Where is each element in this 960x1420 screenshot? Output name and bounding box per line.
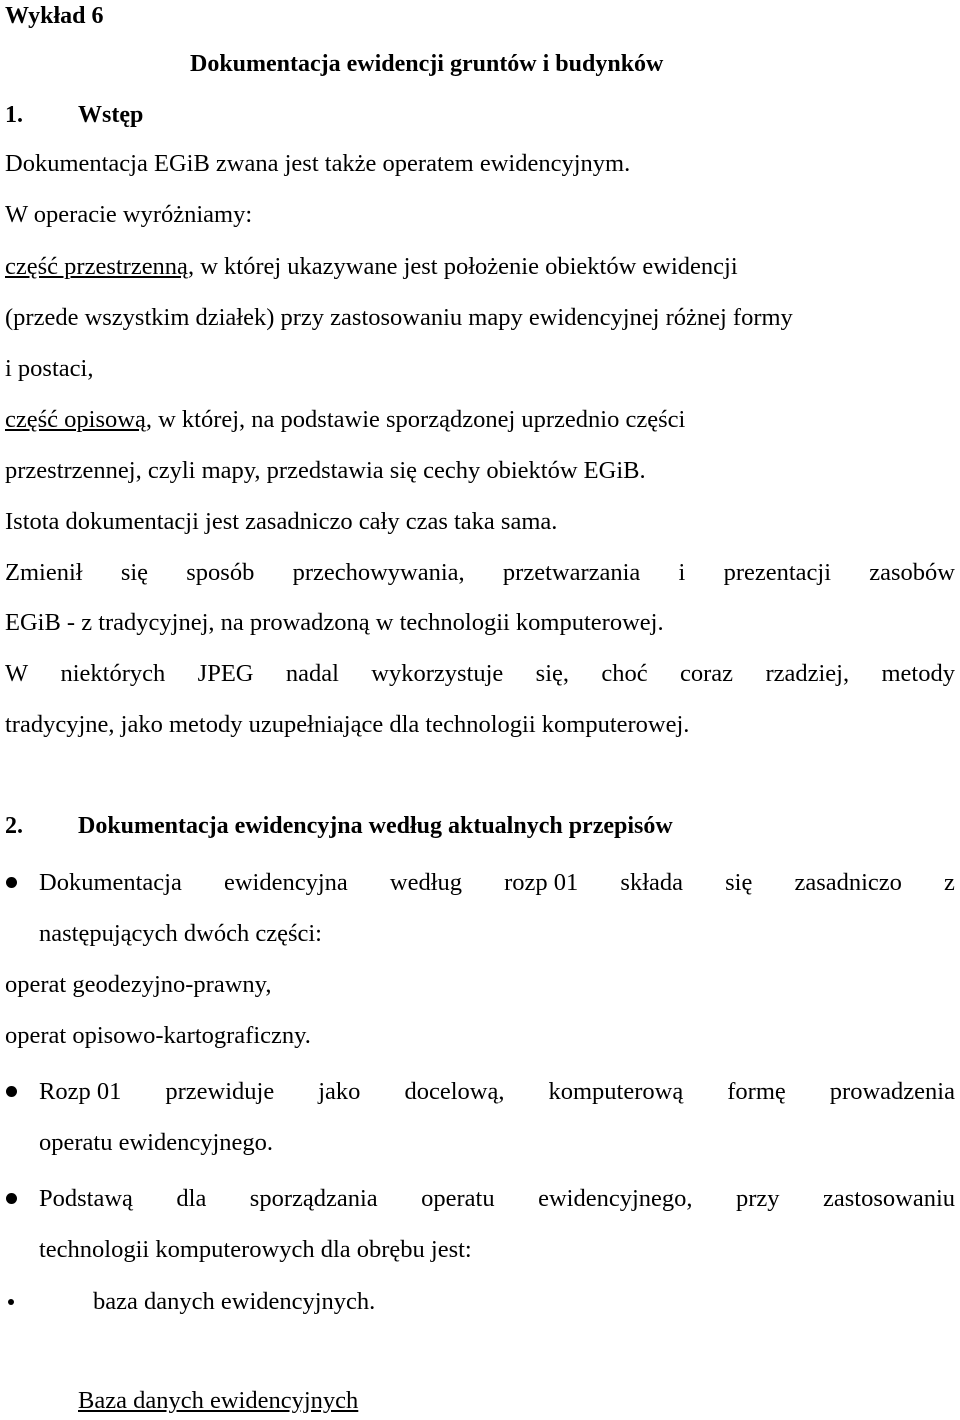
word: JPEG [197, 660, 254, 687]
word: prowadzenia [829, 1078, 955, 1105]
section1-paragraph-4-line-1 [5, 558, 955, 588]
section1-paragraph-3: Istota dokumentacji jest zasadniczo cały czas taka sama. [5, 508, 558, 535]
section1-paragraph-1: Dokumentacja EGiB zwana jest także operatem ewidencyjnym. [5, 150, 631, 177]
word: prezentacji [723, 559, 832, 586]
word: się [120, 559, 149, 586]
word: wykorzystuje [371, 660, 504, 687]
small-bullet-icon [8, 1299, 14, 1305]
bullet-2-line-2: operatu ewidencyjnego. [39, 1129, 274, 1156]
word: coraz [680, 660, 734, 687]
word: sposób [186, 559, 255, 586]
section1-paragraph-5-line-2: tradycyjne, jako metody uzupełniające dla technologii komputerowej. [5, 711, 690, 738]
word: formę [727, 1078, 786, 1105]
spatial-part-term: część przestrzenną [5, 253, 188, 280]
word: docelową, [404, 1078, 505, 1105]
word: Rozp 01 [39, 1078, 122, 1105]
word: Zmienił [5, 559, 83, 586]
spatial-part-line-2: (przede wszystkim działek) przy zastosowaniu mapy ewidencyjnej różnej formy [5, 304, 793, 331]
word: operatu [421, 1185, 495, 1212]
word: choć [601, 660, 648, 687]
bullet-1-line-1 [39, 868, 955, 898]
list-item-descriptive-cartographic: operat opisowo-kartograficzny. [5, 1022, 311, 1049]
word: przechowywania, [292, 559, 465, 586]
word: przy [735, 1185, 780, 1212]
section1-number: 1. [5, 102, 23, 128]
word: ewidencyjna [223, 869, 348, 896]
section1-paragraph-5-line-1 [5, 659, 955, 689]
word: jako [318, 1078, 361, 1105]
bullet-1-line-2: następujących dwóch części: [39, 920, 322, 947]
word: nadal [285, 660, 339, 687]
bullet-icon [6, 877, 17, 888]
word: z [944, 869, 955, 896]
descriptive-part-term: część opisową [5, 406, 146, 433]
section2-number: 2. [5, 813, 23, 839]
section1-title: Wstęp [78, 102, 144, 128]
section3-title: Baza danych ewidencyjnych [78, 1387, 359, 1414]
word: rzadziej, [765, 660, 850, 687]
word: metody [881, 660, 955, 687]
spatial-part-text: , w której ukazywane jest położenie obiektów ewidencji [187, 253, 738, 280]
word: ewidencyjnego, [538, 1185, 693, 1212]
word: dla [176, 1185, 207, 1212]
word: zasobów [869, 559, 955, 586]
bullet-icon [6, 1086, 17, 1097]
word: przewiduje [165, 1078, 275, 1105]
list-item-geodetic-legal: operat geodezyjno-prawny, [5, 971, 272, 998]
word: zastosowaniu [823, 1185, 955, 1212]
lecture-label: Wykład 6 [5, 3, 104, 29]
word: rozp 01 [504, 869, 579, 896]
word: sporządzania [249, 1185, 378, 1212]
descriptive-part-line-1 [5, 405, 685, 435]
word: się [725, 869, 753, 896]
word: komputerową [548, 1078, 684, 1105]
word: przetwarzania [502, 559, 641, 586]
word: zasadniczo [794, 869, 902, 896]
section1-paragraph-4-line-2: EGiB - z tradycyjnej, na prowadzoną w technologii komputerowej. [5, 609, 664, 636]
descriptive-part-line-2: przestrzennej, czyli mapy, przedstawia się cechy obiektów EGiB. [5, 457, 646, 484]
word: niektórych [60, 660, 166, 687]
spatial-part-line-3: i postaci, [5, 355, 94, 382]
word: się, [535, 660, 570, 687]
section1-paragraph-2: W operacie wyróżniamy: [5, 201, 253, 228]
section2-title: Dokumentacja ewidencyjna według aktualnych przepisów [78, 813, 673, 839]
word: W [5, 660, 29, 687]
word: Podstawą [39, 1185, 133, 1212]
document-title: Dokumentacja ewidencji gruntów i budynków [190, 51, 664, 77]
bullet-3-line-1 [39, 1184, 955, 1214]
word: i [678, 559, 686, 586]
word: według [389, 869, 463, 896]
word: Dokumentacja [39, 869, 182, 896]
bullet-2-line-1 [39, 1077, 955, 1107]
spatial-part-line-1 [5, 252, 738, 282]
word: składa [620, 869, 684, 896]
sub-item-database: baza danych ewidencyjnych. [93, 1288, 376, 1315]
descriptive-part-text: , w której, na podstawie sporządzonej uprzednio części [145, 406, 686, 433]
bullet-icon [6, 1193, 17, 1204]
bullet-3-line-2: technologii komputerowych dla obrębu jest: [39, 1236, 472, 1263]
